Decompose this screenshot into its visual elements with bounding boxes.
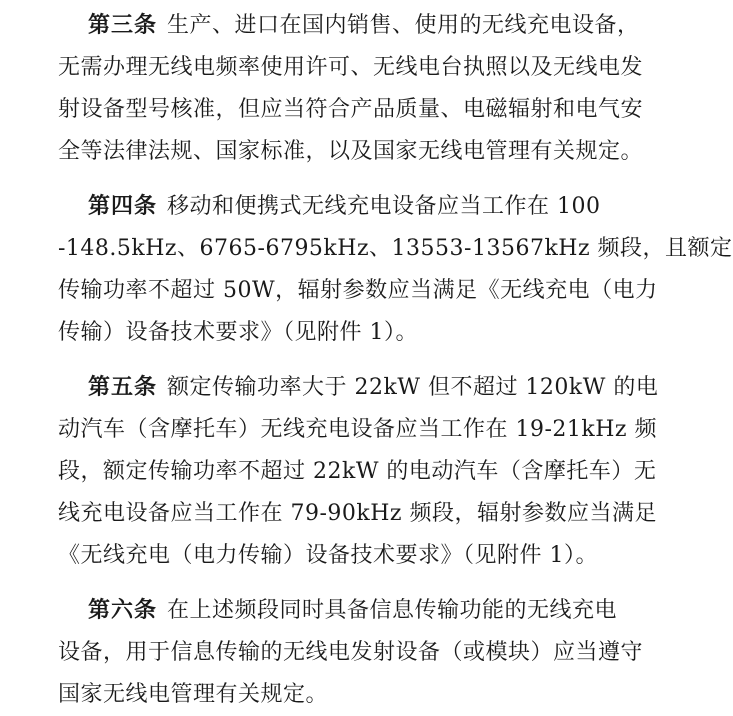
article-first-line [58, 589, 618, 632]
article-line: 国家无线电管理有关规定。 [58, 682, 329, 707]
article-6 [58, 589, 644, 716]
article-text: 额定传输功率大于 22kW 但不超过 120kW 的电 [167, 375, 659, 400]
article-heading: 第三条 [88, 12, 158, 38]
article-text: 移动和便携式无线充电设备应当工作在 100 [167, 194, 601, 219]
article-text: 在上述频段同时具备信息传输功能的无线充电 [167, 598, 618, 623]
article-heading: 第六条 [88, 597, 158, 623]
article-first-line [58, 4, 640, 47]
article-first-line [58, 366, 659, 409]
article-line: 段，额定传输功率不超过 22kW 的电动汽车（含摩托车）无 [58, 459, 657, 484]
article-first-line [58, 185, 601, 228]
article-line: 传输功率不超过 50W，辐射参数应当满足《无线充电（电力 [58, 278, 658, 303]
article-line: -148.5kHz、6765-6795kHz、13553-13567kHz 频段，且额定 [58, 236, 733, 261]
article-text: 生产、进口在国内销售、使用的无线充电设备， [167, 13, 640, 38]
article-line: 动汽车（含摩托车）无线充电设备应当工作在 19-21kHz 频 [58, 417, 658, 442]
article-line: 射设备型号核准，但应当符合产品质量、电磁辐射和电气安 [58, 97, 644, 122]
article-line: 传输）设备技术要求》（见附件 1）。 [58, 320, 418, 345]
article-line: 线充电设备应当工作在 79-90kHz 频段，辐射参数应当满足 [58, 501, 658, 526]
article-4 [58, 185, 733, 354]
article-5 [58, 366, 659, 577]
article-line: 无需办理无线电频率使用许可、无线电台执照以及无线电发 [58, 55, 644, 80]
article-line: 全等法律法规、国家标准，以及国家无线电管理有关规定。 [58, 139, 644, 164]
article-line: 设备，用于信息传输的无线电发射设备（或模块）应当遵守 [58, 640, 644, 665]
article-3 [58, 4, 644, 173]
article-heading: 第五条 [88, 374, 158, 400]
article-line: 《无线充电（电力传输）设备技术要求》（见附件 1）。 [58, 543, 598, 568]
article-heading: 第四条 [88, 193, 158, 219]
